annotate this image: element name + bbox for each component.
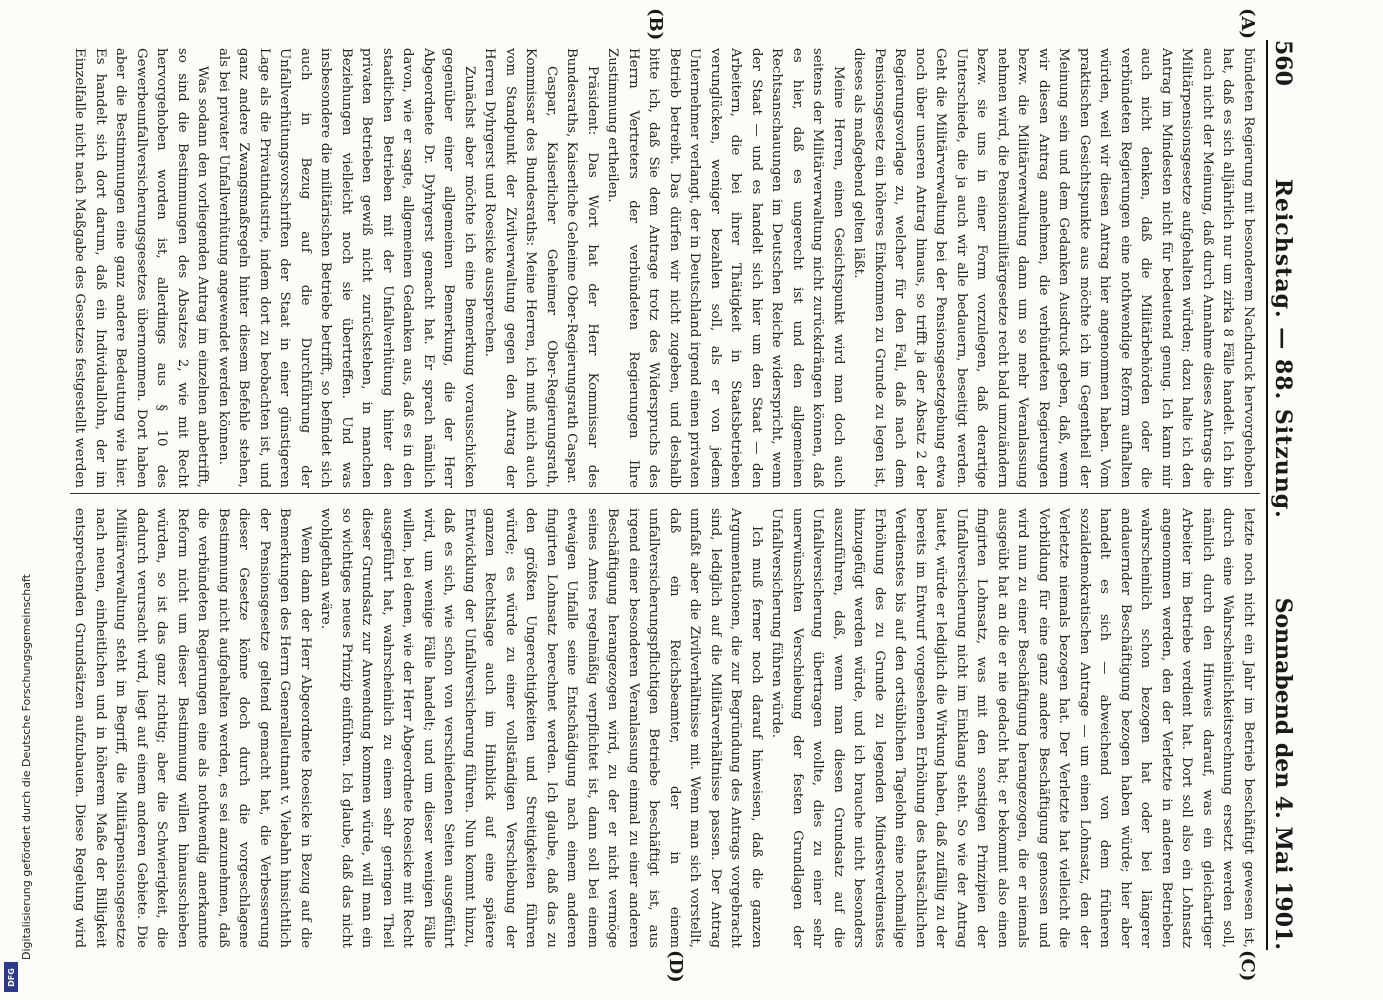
- dfg-logo-text: DFG: [6, 967, 16, 987]
- margin-marker-b: (B): [645, 8, 666, 41]
- paragraph: Caspar, Kaiserlicher Geheimer Ober-Regierungsrath, Kommissar des Bundesraths: Meine Herren, ich muß mich auch vom Standpunkt der Zivilverwaltung gegen den Antrag der Herren Dyhrgerst und Roesicke aussprechen.: [482, 48, 559, 488]
- margin-marker-c: (C): [1237, 950, 1258, 982]
- paragraph: Ich muß ferner noch darauf hinweisen, daß die ganzen Argumentationen, die zur Begründung des Antrags vorgebracht sind, lediglich auf die Militärverhältnisse passen. Der Antrag umfaßt aber die Zivilverhältnisse mit. Wenn man sich vorstellt, daß ein Reichsbeamter, der in einem unfallversicherungspflichtigen Betriebe beschäftigt ist, aus irgend einer besonderen Veranlassung einmal zu einer anderen Beschäftigung herangezogen wird, zu der er nicht vermöge seines Amtes regelmäßig verpflichtet ist, dann soll bei einem etwaigen Unfalle seine Entschädigung nach einem anderen fingirten Lohnsatz berechnet werden. Ich glaube, daß das zu den größten Ungerechtigkeiten und Streitigkeiten führen würde; es würde zu einer vollständigen Verschiebung der ganzen Rechtslage auch im Hinblick auf eine spätere Entwicklung der Unfallversicherung führen. Nun kommt hinzu, daß es sich, wie schon von verschiedenen Seiten ausgeführt wird, um wenige Fälle handelt; und um dieser wenigen Fälle willen, bei denen, wie der Herr Abgeordnete Roesicke mit Recht ausgeführt hat, wahrscheinlich zu einem sehr geringen Theil dieser Grundsatz zur Anwendung kommen würde, will man ein so wichtiges neues Prinzip einführen. Ich glaube, daß das nicht wohlgethan wäre.: [318, 508, 764, 948]
- rotated-page: [56, 8, 1306, 983]
- paragraph: letzte noch nicht ein Jahr im Betrieb beschäftigt gewesen ist, durch eine Wahrscheinlichkeitsrechnung ersetzt werden soll, nämlich durch den Hinweis darauf, was ein gleichartiger Arbeiter im Betriebe verdient hat. Dort soll also ein Lohnsatz angenommen werden, den der Verletzte in anderen Betrieben wahrscheinlich schon bezogen hat oder bei längerer andauernder Beschäftigung bezogen haben würde; hier aber handelt es sich — abweichend von dem früheren sozialdemokratischen Antrage — um einen Lohnsatz, den der Verletzte niemals bezogen hat. Der Verletzte hat vielleicht die Vorbildung für eine ganz andere Beschäftigung genossen und wird nun zu einer Beschäftigung herangezogen, die er niemals ausgeübt hat an die er nie gedacht hat; er bekommt also einen fingirten Lohnsatz, was mit den sonstigen Prinzipien der Unfallversicherung nicht im Einklang steht. So wie der Antrag lautet, würde er lediglich die Wirkung haben, daß zufällig zu der bereits im Entwurf vorgesehenen Erhöhung des thatsächlichen Verdienstes bis auf den ortsüblichen Tagelohn eine nochmalige Erhöhung des zu Grunde zu legenden Mindestverdienstes hinzugefügt werden würde, und ich brauche nicht besonders auszuführen, daß, wenn man diesen Grundsatz auf die Unfallversicherung übertragen wollte, dies zu einer sehr unerwünschten Verschiebung der festen Grundlagen der Unfallversicherung führen würde.: [769, 508, 1256, 948]
- paragraph: Wenn dann der Herr Abgeordnete Roesicke in Bezug auf die Bemerkungen des Herrn Generalleutnant v. Viebahn hinsichtlich der Pensionsgesetze geltend gemacht hat, die Verbesserung dieser Gesetze könne doch durch die vorgeschlagene Bestimmung nicht aufgehalten werden, es sei anzunehmen, daß die verbündeten Regierungen eine als nothwendig anerkannte Reform nicht um dieser Bestimmung willen hinausschieben würden, so ist das ganz richtig; aber die Schwierigkeit, die dadurch verursacht wird, liegt auf einem anderen Gebiete. Die Militärverwaltung steht im Begriff, die Militärpensionsgesetze nach neuen, einheitlichen und in höherem Maße der Billigkeit entsprechenden Grundsätzen aufzubauen. Diese Regelung wird: [72, 508, 313, 948]
- digitization-credit: [6, 40, 33, 960]
- margin-marker-d: (D): [665, 950, 686, 983]
- paragraph: Was sodann den vorliegenden Antrag im einzelnen anbetrifft, so sind die Bestimmungen des Absatzes 2, wie mit Recht hervorgehoben worden ist, allerdings aus § 10 des Gewerbeunfallversicherungsgesetzes übernommen. Dort haben aber die Bestimmungen eine ganz andere Bedeutung wie hier. Es handelt sich dort darum, daß ein Individuallohn, der im Einzelfalle nicht nach Maßgabe des Gesetzes festgestellt werden: [72, 48, 211, 488]
- left-column: [68, 48, 1258, 488]
- column-divider: [70, 493, 1260, 494]
- session-date: Sonnabend den 4. Mai 1901.: [1270, 597, 1296, 950]
- page-title: Reichstag. — 88. Sitzung.: [1270, 178, 1296, 519]
- paragraph: Zunächst aber möchte ich eine Bemerkung vorausschicken gegenüber einer allgemeinen Bemerkung, die der Herr Abgeordnete Dr. Dyhrgerst gemacht hat. Er sprach nämlich davon, wie er sagte, allgemeinen Gedanken aus, daß es in den staatlichen Betrieben mit der Unfallverhütung hinter den privaten Betrieben gewiß nicht zurückstehen, in manchen Beziehungen vielleicht noch sie übertreffen. Und was insbesondere die militärischen Betriebe betrifft, so befindet sich auch in Bezug auf die Durchführung der Unfallverhütungsvorschriften der Staat in einer günstigeren Lage als die Privatindustrie, indem dort zu beobachten ist, und ganz andere Zwangsmaßregeln hinter diesem Befehle stehen, als bei privater Unfallverhütung angewendet werden können.: [216, 48, 477, 488]
- right-column: [68, 508, 1258, 948]
- page-number: 560: [1270, 40, 1296, 86]
- dfg-logo: [4, 962, 18, 992]
- margin-marker-a: (A): [1237, 8, 1258, 39]
- paragraph: Präsident: Das Wort hat der Herr Kommissar des Bundesraths, Kaiserliche Geheime Ober-Regierungsrath Caspar.: [564, 48, 600, 488]
- paragraph: bündeten Regierung mit besonderem Nachdruck hervorgehoben hat, daß es sich alljährlich nur um zirka 8 Fälle handelt. Ich bin auch nicht der Meinung, daß durch Annahme dieses Antrags die Militärpensionsgesetze aufgehalten würden; dazu halte ich den Antrag im Mindesten nicht für bedeutend genug. Ich kann mir auch nicht denken, daß die Militärbehörden oder die verbündeten Regierungen eine nothwendige Reform aufhalten würden, weil wir diesen Antrag hier angenommen haben. Vom praktischen Gesichtspunkte aus möchte ich im Gegentheil der Meinung sein und dem Gedanken Ausdruck geben, daß, wenn wir diesen Antrag annehmen, die verbündeten Regierungen bezw. die Militärverwaltung dann um so mehr Veranlassung nehmen wird, die Pensionsmilitärgesetze recht bald umzuändern bezw. sie uns in einer Form vorzulegen, daß derartige Unterschiede, die ja auch wir alle bedauern, beseitigt werden. Geht die Militärverwaltung bei der Pensionsgesetzgebung etwa noch über unseren Antrag hinaus, so trifft ja der Absatz 2 der Regierungsvorlage zu, welcher für den Fall, daß nach dem Pensionsgesetz ein höheres Einkommen zu Grunde zu legen ist, dieses als maßgebend gelten läßt.: [851, 48, 1256, 488]
- paragraph: Meine Herren, einen Gesichtspunkt wird man doch auch seitens der Militärverwaltung nicht zurückdrängen können, daß es hier, daß es ungerecht ist und den allgemeinen Rechtsanschauungen im Deutschen Reiche widerspricht, wenn der Staat — und es handelt sich hier um den Staat — den Arbeitern, die bei ihrer Thätigkeit in Staatsbetrieben verunglücken, weniger bezahlen soll, als er von jedem Unternehmer verlangt, der in Deutschland irgend einen privaten Betrieb betreibt. Das dürfen wir nicht zugeben, und deshalb bitte ich, daß Sie dem Antrage trotz des Widerspruchs des Herrn Vertreters der verbündeten Regierungen Ihre Zustimmung ertheilen.: [605, 48, 846, 488]
- digitization-credit-text: Digitalisierung gefördert durch die Deutsche Forschungsgemeinschaft: [20, 574, 33, 960]
- page-content: [56, 8, 1383, 983]
- page-header: [1266, 40, 1298, 950]
